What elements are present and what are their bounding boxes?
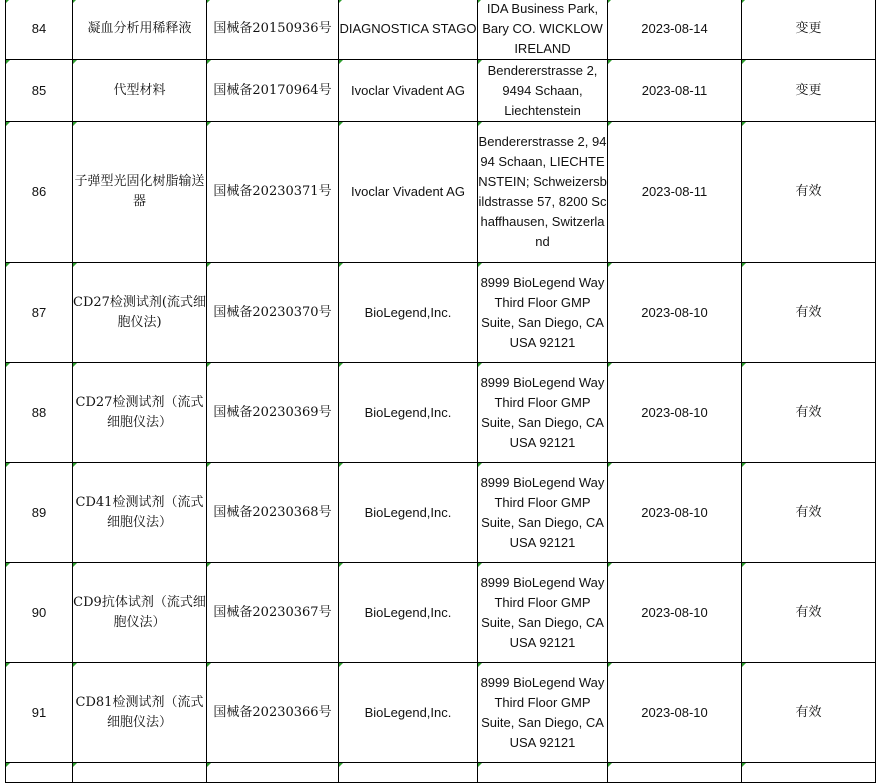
registration-number: 国械备20230369号 (207, 363, 339, 463)
product-name: CD81检测试剂（流式细胞仪法） (73, 663, 207, 763)
table-row (6, 463, 876, 563)
filing-date: 2023-08-10 (608, 263, 742, 363)
row-index: 84 (6, 0, 73, 60)
company-address: IDA Business Park, Bary CO. WICKLOW IRELAND (478, 0, 608, 60)
table-row (6, 563, 876, 663)
company-address: 8999 BioLegend Way Third Floor GMP Suite, San Diego, CA USA 92121 (478, 663, 608, 763)
row-index: 87 (6, 263, 73, 363)
filing-date: 2023-08-10 (608, 563, 742, 663)
product-name: CD41检测试剂（流式细胞仪法） (73, 463, 207, 563)
registration-number: 国械备20170964号 (207, 60, 339, 122)
registration-number: 国械备20230371号 (207, 122, 339, 263)
row-index: 89 (6, 463, 73, 563)
filing-date: 2023-08-11 (608, 60, 742, 122)
row-index: 90 (6, 563, 73, 663)
empty-cell (6, 763, 73, 783)
row-index: 88 (6, 363, 73, 463)
table-row (6, 60, 876, 122)
company-name: Ivoclar Vivadent AG (339, 122, 478, 263)
company-address: 8999 BioLegend Way Third Floor GMP Suite, San Diego, CA USA 92121 (478, 263, 608, 363)
table-row (6, 0, 876, 60)
company-name: BioLegend,Inc. (339, 463, 478, 563)
company-name: DIAGNOSTICA STAGO (339, 0, 478, 60)
row-index: 86 (6, 122, 73, 263)
company-address: 8999 BioLegend Way Third Floor GMP Suite, San Diego, CA USA 92121 (478, 563, 608, 663)
product-name: CD27检测试剂(流式细胞仪法) (73, 263, 207, 363)
company-address: 8999 BioLegend Way Third Floor GMP Suite, San Diego, CA USA 92121 (478, 463, 608, 563)
status: 变更 (742, 60, 876, 122)
empty-cell (339, 763, 478, 783)
empty-cell (73, 763, 207, 783)
registration-number: 国械备20230370号 (207, 263, 339, 363)
status: 有效 (742, 563, 876, 663)
status: 有效 (742, 463, 876, 563)
filing-date: 2023-08-10 (608, 363, 742, 463)
product-name: 凝血分析用稀释液 (73, 0, 207, 60)
table-row (6, 363, 876, 463)
company-name: Ivoclar Vivadent AG (339, 60, 478, 122)
row-index: 91 (6, 663, 73, 763)
status: 变更 (742, 0, 876, 60)
registration-table (5, 0, 876, 783)
company-address: Bendererstrasse 2, 9494 Schaan, LIECHTENSTEIN; Schweizersbildstrasse 57, 8200 Schaffhausen, Switzerland (478, 122, 608, 263)
empty-cell (742, 763, 876, 783)
registration-number: 国械备20150936号 (207, 0, 339, 60)
company-name: BioLegend,Inc. (339, 363, 478, 463)
table-row-partial (6, 763, 876, 783)
product-name: 代型材料 (73, 60, 207, 122)
status: 有效 (742, 263, 876, 363)
registration-number: 国械备20230368号 (207, 463, 339, 563)
company-name: BioLegend,Inc. (339, 663, 478, 763)
product-name: 子弹型光固化树脂输送器 (73, 122, 207, 263)
filing-date: 2023-08-11 (608, 122, 742, 263)
registration-number: 国械备20230366号 (207, 663, 339, 763)
filing-date: 2023-08-14 (608, 0, 742, 60)
empty-cell (608, 763, 742, 783)
status: 有效 (742, 363, 876, 463)
empty-cell (478, 763, 608, 783)
status: 有效 (742, 663, 876, 763)
product-name: CD9抗体试剂（流式细胞仪法） (73, 563, 207, 663)
product-name: CD27检测试剂（流式细胞仪法） (73, 363, 207, 463)
row-index: 85 (6, 60, 73, 122)
company-name: BioLegend,Inc. (339, 563, 478, 663)
company-address: 8999 BioLegend Way Third Floor GMP Suite, San Diego, CA USA 92121 (478, 363, 608, 463)
table-row (6, 663, 876, 763)
filing-date: 2023-08-10 (608, 663, 742, 763)
registration-number: 国械备20230367号 (207, 563, 339, 663)
table-row (6, 122, 876, 263)
empty-cell (207, 763, 339, 783)
status: 有效 (742, 122, 876, 263)
table-row (6, 263, 876, 363)
filing-date: 2023-08-10 (608, 463, 742, 563)
company-name: BioLegend,Inc. (339, 263, 478, 363)
company-address: Bendererstrasse 2, 9494 Schaan, Liechtenstein (478, 60, 608, 122)
